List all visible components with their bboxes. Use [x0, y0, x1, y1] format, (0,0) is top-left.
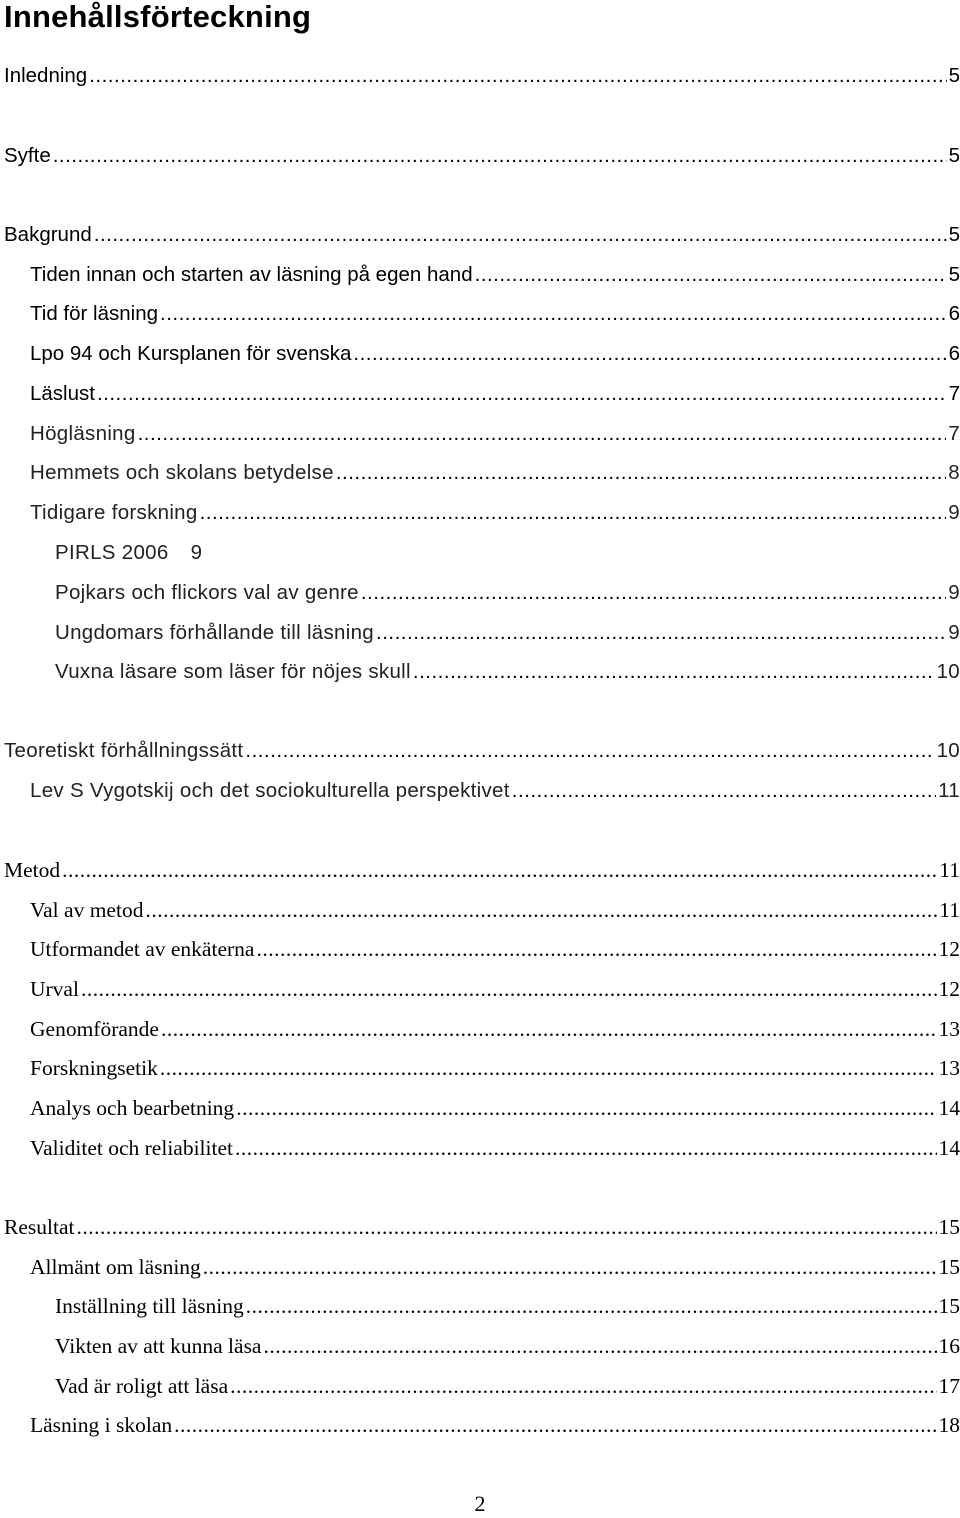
toc-entry-label: Läslust [30, 379, 95, 409]
toc-entry-label: Utformandet av enkäterna [30, 934, 254, 964]
toc-entry-label: Resultat [4, 1212, 74, 1242]
toc-entry-vygotskij[interactable] [30, 776, 960, 806]
page-number: 2 [0, 1490, 960, 1518]
toc-entry-page: 8 [948, 458, 960, 488]
toc-entry-resultat[interactable] [4, 1212, 960, 1242]
dot-leader [263, 1331, 936, 1361]
dot-leader [246, 1291, 937, 1321]
toc-entry-tid-for-lasning[interactable] [30, 299, 960, 329]
toc-entry-label: Tid för läsning [30, 299, 158, 329]
toc-entry-label: Hemmets och skolans betydelse [30, 458, 334, 488]
toc-entry-page: 5 [949, 61, 960, 91]
toc-entry-label: Tiden innan och starten av läsning på egen hand [30, 260, 473, 290]
toc-entry-label: Ungdomars förhållande till läsning [55, 618, 374, 648]
dot-leader [81, 974, 937, 1004]
toc-entry-syfte[interactable] [4, 141, 960, 171]
toc-entry-laslust[interactable] [30, 379, 960, 409]
toc-entry-analys[interactable] [30, 1093, 960, 1123]
toc-entry-allmant[interactable] [30, 1252, 960, 1282]
toc-entry-label: Tidigare forskning [30, 498, 198, 528]
dot-leader [512, 776, 936, 806]
toc-entry-inledning[interactable] [4, 61, 960, 91]
toc-entry-hemmets[interactable] [30, 458, 960, 488]
dot-leader [89, 61, 946, 91]
toc-entry-pojkars[interactable] [55, 578, 960, 608]
toc-entry-page: 5 [949, 220, 960, 250]
toc-entry-label: Lpo 94 och Kursplanen för svenska [30, 339, 351, 369]
toc-entry-label: Validitet och reliabilitet [30, 1133, 233, 1163]
toc-entry-label: Vuxna läsare som läser för nöjes skull [55, 657, 411, 687]
toc-entry-forskningsetik[interactable] [30, 1053, 960, 1083]
toc-entry-page: 9 [191, 538, 203, 568]
toc-entry-teoretiskt[interactable] [4, 736, 960, 766]
toc-entry-label: Inställning till läsning [55, 1291, 244, 1321]
toc-entry-label: Vikten av att kunna läsa [55, 1331, 261, 1361]
toc-entry-page: 7 [949, 379, 960, 409]
toc-entry-page: 5 [949, 260, 960, 290]
toc-entry-label: Genomförande [30, 1014, 159, 1044]
dot-leader [160, 1053, 937, 1083]
toc-entry-tiden-innan[interactable] [30, 260, 960, 290]
dot-leader [62, 855, 937, 885]
toc-entry-label: Syfte [4, 141, 51, 171]
dot-leader [138, 419, 947, 449]
dot-leader [413, 657, 935, 687]
toc-entry-page: 16 [939, 1331, 960, 1361]
dot-leader [53, 141, 947, 171]
toc-entry-label: Val av metod [30, 895, 143, 925]
toc-entry-page: 13 [939, 1053, 960, 1083]
dot-leader [76, 1212, 936, 1242]
toc-entry-label: Inledning [4, 61, 87, 91]
toc-entry-label: Högläsning [30, 419, 136, 449]
toc-entry-page: 5 [949, 141, 960, 171]
toc-entry-label: Läsning i skolan [30, 1410, 172, 1440]
toc-entry-genomforande[interactable] [30, 1014, 960, 1044]
toc-entry-label: Teoretiskt förhållningssätt [4, 736, 243, 766]
dot-leader [200, 498, 947, 528]
toc-entry-metod[interactable] [4, 855, 960, 885]
toc-entry-label: PIRLS 2006 [55, 538, 169, 568]
toc-entry-label: Bakgrund [4, 220, 92, 250]
dot-leader [236, 1093, 936, 1123]
toc-entry-urval[interactable] [30, 974, 960, 1004]
dot-leader [94, 220, 947, 250]
dot-leader [97, 379, 947, 409]
dot-leader [245, 736, 934, 766]
dot-leader [145, 895, 937, 925]
toc-entry-page: 10 [937, 657, 960, 687]
dot-leader [161, 1014, 937, 1044]
toc-entry-page: 15 [939, 1212, 960, 1242]
toc-entry-page: 18 [939, 1410, 960, 1440]
toc-entry-installning[interactable] [55, 1291, 960, 1321]
toc-entry-label: Allmänt om läsning [30, 1252, 201, 1282]
toc-entry-page: 9 [948, 618, 960, 648]
toc-entry-page: 12 [939, 934, 960, 964]
dot-leader [353, 339, 946, 369]
toc-entry-page: 6 [949, 299, 960, 329]
dot-leader [475, 260, 947, 290]
dot-leader [361, 578, 946, 608]
toc-entry-page: 11 [938, 776, 960, 806]
toc-entry-pirls[interactable] [55, 538, 960, 568]
toc-entry-page: 15 [939, 1291, 960, 1321]
toc-entry-val-av-metod[interactable] [30, 895, 960, 925]
toc-entry-page: 11 [939, 855, 960, 885]
toc-entry-lasning-i-skolan[interactable] [30, 1410, 960, 1440]
toc-entry-vikten[interactable] [55, 1331, 960, 1361]
toc-heading: Innehållsförteckning [4, 0, 311, 34]
toc-entry-bakgrund[interactable] [4, 220, 960, 250]
toc-entry-page: 9 [948, 578, 960, 608]
toc-entry-tidigare-forskning[interactable] [30, 498, 960, 528]
toc-entry-lpo94[interactable] [30, 339, 960, 369]
toc-entry-page: 6 [949, 339, 960, 369]
toc-entry-label: Pojkars och flickors val av genre [55, 578, 359, 608]
toc-entry-validitet[interactable] [30, 1133, 960, 1163]
dot-leader [160, 299, 947, 329]
dot-leader [230, 1371, 936, 1401]
toc-entry-label: Vad är roligt att läsa [55, 1371, 228, 1401]
dot-leader [256, 934, 936, 964]
toc-entry-page: 10 [937, 736, 960, 766]
toc-entry-vad-ar-roligt[interactable] [55, 1371, 960, 1401]
toc-entry-label: Lev S Vygotskij och det sociokulturella perspektivet [30, 776, 510, 806]
toc-entry-page: 14 [939, 1133, 960, 1163]
dot-leader [174, 1410, 936, 1440]
toc-entry-page: 13 [939, 1014, 960, 1044]
dot-leader [235, 1133, 937, 1163]
toc-entry-page: 14 [939, 1093, 960, 1123]
toc-entry-page: 12 [939, 974, 960, 1004]
dot-leader [376, 618, 946, 648]
toc-entry-vuxna[interactable] [55, 657, 960, 687]
toc-entry-hoglasning[interactable] [30, 419, 960, 449]
toc-entry-ungdomars[interactable] [55, 618, 960, 648]
dot-leader [203, 1252, 937, 1282]
toc-entry-label: Analys och bearbetning [30, 1093, 234, 1123]
toc-entry-page: 11 [939, 895, 960, 925]
dot-leader [336, 458, 946, 488]
toc-entry-page: 9 [948, 498, 960, 528]
toc-entry-label: Urval [30, 974, 79, 1004]
toc-entry-page: 15 [939, 1252, 960, 1282]
toc-entry-page: 17 [939, 1371, 960, 1401]
toc-entry-page: 7 [948, 419, 960, 449]
toc-entry-label: Metod [4, 855, 60, 885]
toc-entry-utformandet[interactable] [30, 934, 960, 964]
toc-entry-label: Forskningsetik [30, 1053, 158, 1083]
